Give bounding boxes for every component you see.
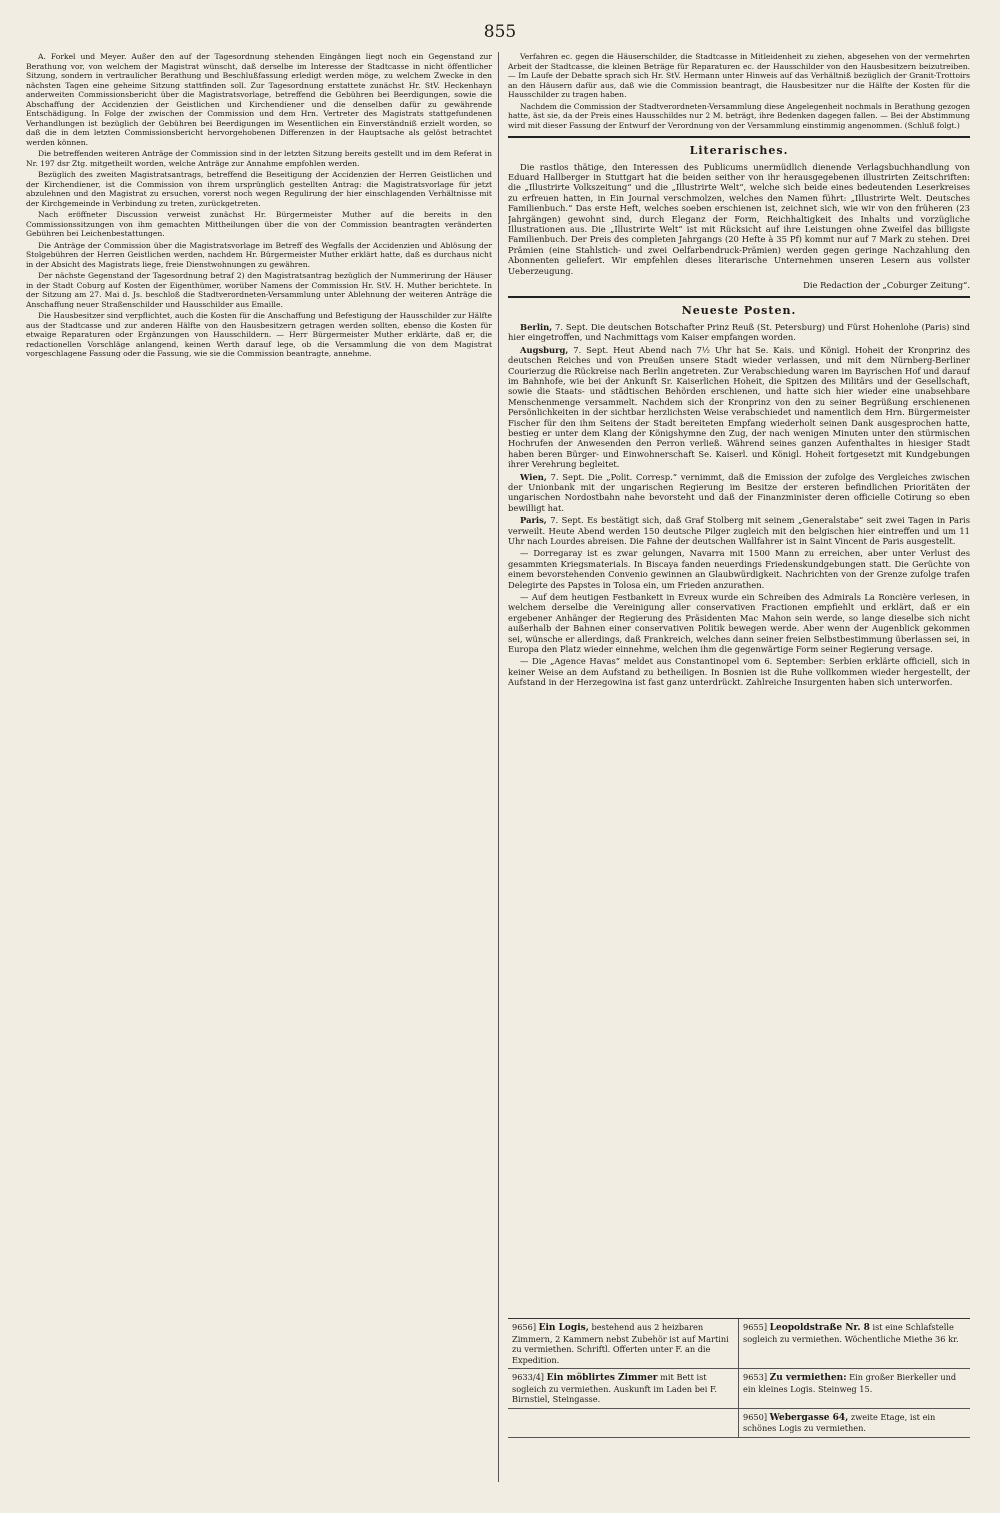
paragraph: Nach eröffneter Discussion verweist zunächst Hr. Bürgermeister Muther auf die bereits in den Commissionssitzungen von ihm gemachten Mittheilungen über die von der Commission beantragten veränderten Gebühren bei Leichenbestattungen. xyxy=(26,210,492,238)
paragraph: Die Hausbesitzer sind verpflichtet, auch die Kosten für die Anschaffung und Befestigung der Hausschilder zur Hälfte aus der Stadtcasse und zur anderen Hälfte von den Hausbesitzern getragen werden sollten, ebenso die Kosten für etwaige Reparaturen oder Ergänzungen von Hausschildern. — Herr Bürgermeister Muther erklärte, daß er, die redactionellen Vorschläge anlangend, keinen Werth darauf lege, ob die Versammlung die von dem Magistrat vorgeschlagene Fassung oder die Fassung, wie sie die Commission beantragte, annehme. xyxy=(26,311,492,358)
ad-keyword: Ein Logis, xyxy=(538,1323,589,1333)
news-item xyxy=(508,592,970,654)
news-text: — Die „Agence Havas“ meldet aus Constantinopel vom 6. September: Serbien erklärte officiell, sich in keiner Weise an dem Aufstand zu betheiligen. In Bosnien ist die Ruhe vollkommen wieder hergestellt, der Aufstand in der Herzegowina ist fast ganz unterdrückt. Zahlreiche Insurgenten haben sich unterworfen. xyxy=(508,656,970,688)
ad-text: mit Bett ist sogleich zu vermiethen. Auskunft im Laden bei F. Birnstiel, Steingasse. xyxy=(512,1372,718,1404)
right-column xyxy=(508,52,970,1478)
paragraph: Die betreffenden weiteren Anträge der Commission sind in der letzten Sitzung bereits gestellt und im dem Referat in Nr. 197 dsr Ztg. mitgetheilt worden, welche Anträge zur Annahme empfohlen werden. xyxy=(26,149,492,168)
news-place: Paris, xyxy=(520,515,547,526)
news-place: Berlin, xyxy=(520,321,553,332)
news-place: Wien, xyxy=(520,471,547,482)
ad-keyword: Zu vermiethen: xyxy=(769,1373,847,1383)
news-text: — Dorregaray ist es zwar gelungen, Navarra mit 1500 Mann zu erreichen, aber unter Verlust des gesammten Kriegsmaterials. In Biscaya fanden neuerdings Friedenskundgebungen statt. Die Gerüchte von einem bevorstehenden Convenio gewinnen an Glaubwürdigkeit. Nachrichten von der Grenze zufolge trafen Delegirte des Papstes in Tolosa ein, um Frieden anzurathen. xyxy=(508,548,970,590)
paragraph: Verfahren ec. gegen die Häuserschilder, die Stadtcasse in Mitleidenheit zu ziehen, abgesehen von der vermehrten Arbeit der Stadtcasse, die kleinen Beträge für Reparaturen ec. der Hausschilder von den Hausbesitzern beizutreiben. — Im Laufe der Debatte sprach sich Hr. StV. Hermann unter Hinweis auf das Verhältniß bezüglich der Granit-Trottoirs an den Häusern dafür aus, daß wie die Commission beantragt, die Hausbesitzer nur die Hälfte der Kosten für die Hausschilder zu tragen haben. xyxy=(508,52,970,99)
section-rule xyxy=(508,296,970,298)
classified-ads xyxy=(508,1318,970,1496)
ad-number: 9656] xyxy=(512,1322,537,1332)
news-text: 7. Sept. Die „Polit. Corresp.“ vernimmt, daß die Emission der zufolge des Vergleiches zwischen der Unionbank mit der ungarischen Regierung im Besitze der ersteren befindlichen Prioritäten der ungarischen Nordostbahn nahe bevorsteht und daß der Finanzminister deren officielle Cotirung so eben bewilligt hat. xyxy=(508,471,970,513)
ad-item xyxy=(739,1319,970,1369)
paragraph: Die Anträge der Commission über die Magistratsvorlage im Betreff des Wegfalls der Accidenzien und Ablösung der Stolgebühren der Herren Geistlichen werden, nachdem Hr. Bürgermeister Muther erklärt hatte, daß es durchaus nicht in der Absicht des Magistrats liege, freie Dienstwohnungen zu gewähren. xyxy=(26,240,492,269)
left-column xyxy=(26,52,492,1478)
news-text: 7. Sept. Die deutschen Botschafter Prinz Reuß (St. Petersburg) und Fürst Hohenlohe (Paris) sind hier eingetroffen, und Nachmittags vom Kaiser empfangen worden. xyxy=(508,321,970,343)
news-text: 7. Sept. Heut Abend nach 7½ Uhr hat Se. Kais. und Königl. Hoheit der Kronprinz des deutschen Reiches und von Preußen unsere Stadt wieder verlassen, und mit dem Nürnberg-Berliner Courierzug die Rückreise nach Berlin angetreten. Zur Verabschiedung waren im Bayrischen Hof und darauf im Bahnhofe, wie bei der Ankunft Sr. Kaiserlichen Hoheit, die Spitzen des Militärs und der Gesellschaft, sowie die Staats- und städtischen Behörden erschienen, und hatte sich hier wieder eine unabsehbare Menschenmenge versammelt. Nachdem sich der Kronprinz von den zu seiner Begrüßung erschienenen Persönlichkeiten in der sichtbar herzlichsten Weise verabschiedet und namentlich dem Hrn. Bürgermeister Fischer für den ihm Seitens der Stadt bereiteten Empfang wiederholt seinen Dank ausgesprochen hatte, bestieg er unter dem Klang der Königshymne den Zug, der nach wenigen Minuten unter den stürmischen Hochrufen der Anwesenden den Perron verließ. Während seines ganzen Aufenthaltes in hiesiger Stadt haben beren Bürger- und Einwohnerschaft Se. Kaiserl. und Königl. Hoheit fortgesetzt mit Kundgebungen ihrer Verehrung begleitet. xyxy=(508,344,970,470)
news-text: 7. Sept. Es bestätigt sich, daß Graf Stolberg mit seinem „Generalstabe“ seit zwei Tagen in Paris verweilt. Heute Abend werden 150 deutsche Pilger zugleich mit den belgischen hier eintreffen und um 11 Uhr nach Lourdes abreisen. Die Fahne der deutschen Wallfahrer ist in Saint Vincent de Paris ausgestellt. xyxy=(508,515,970,546)
ad-keyword: Ein möblirtes Zimmer xyxy=(546,1373,658,1383)
paragraph: A. Forkel und Meyer. Außer den auf der Tagesordnung stehenden Eingängen liegt noch ein Gegenstand zur Berathung vor, von welchem der Magistrat wünscht, daß derselbe im Interesse der Stadtcasse in nicht öffentlicher Sitzung, sondern in vertraulicher Berathung und Beschlußfassung erledigt werden möge, zu welchem Zwecke in den nächsten Tagen eine geheime Sitzung stattfinden soll. Zur Tagesordnung erstattete zunächst Hr. StV. Heckenhayn anderweiten Commissionsbericht über die Magistratsvorlage, betreffend die Gebühren bei Beerdigungen, sowie die Abschaffung der Accidenzien der Geistlichen und Kirchendiener und die denselben dafür zu gewährende Entschädigung. In Folge der zwischen der Commission und dem Hrn. Vertreter des Magistrats stattgefundenen Verhandlungen ist bezüglich der Gebühren bei Beerdigungen im Wesentlichen ein Einverständniß erzielt worden, so daß die in dem letzten Commissionsbericht hervorgehobenen Differenzen in der Hauptsache als gelöst betrachtet werden können. xyxy=(26,52,492,147)
ad-number: 9633/4] xyxy=(512,1372,544,1382)
literary-body: Die rastlos thätige, den Interessen des Publicums unermüdlich dienende Verlagsbuchhandlung von Eduard Hallberger in Stuttgart hat die beiden seither von ihr herausgegebenen illustrirten Zeitschriften: die „Illustrirte Volkszeitung“ und die „Illustrirte Welt“, welche sich beide eines bedeutenden Leserkreises zu erfreuen hatten, in Ein Journal verschmolzen, welches den Namen führt: „Illustrirte Welt. Deutsches Familienbuch.“ Das erste Heft, welches soeben erschienen ist, zeichnet sich, wie wir von den früheren (23 Jahrgängen) gewohnt sind, durch Eleganz der Form, Reichhaltigkeit des Inhalts und vorzügliche Illustrationen aus. Die „Illustrirte Welt“ ist mit Rücksicht auf ihre Leistungen ohne Zweifel das billigste Familienbuch. Der Preis des completen Jahrgangs (20 Hefte à 35 Pf) kommt nur auf 7 Mark zu stehen. Drei Prämien (eine Stahlstich- und zwei Oelfarbendruck-Prämien) werden gegen geringe Nachzahlung den Abonnenten geliefert. Wir empfehlen dieses literarische Unternehmen unseren Lesern aus vollster Ueberzeugung. xyxy=(508,161,970,276)
ad-number: 9655] xyxy=(743,1322,768,1332)
paragraph: Bezüglich des zweiten Magistratsantrags, betreffend die Beseitigung der Accidenzien der Herren Geistlichen und der Kirchendiener, ist die Commission von ihrem ursprünglich gestellten Antrag: die Magistratsvorlage für jetzt abzulehnen und den Magistrat zu ersuchen, vorerst noch wegen Regulirung der hier einschlagenden Verhältnisse mit der Kirchgemeinde in Verbindung zu treten, zurückgetreten. xyxy=(26,170,492,208)
news-item xyxy=(508,322,970,343)
news-item xyxy=(508,345,970,470)
ad-text: zweite Etage, ist ein schönes Logis zu vermiethen. xyxy=(743,1411,936,1433)
literary-heading: Literarisches. xyxy=(689,144,789,157)
news-heading: Neueste Posten. xyxy=(681,304,797,318)
column-divider xyxy=(498,52,499,1482)
news-item xyxy=(508,515,970,546)
news-item xyxy=(508,548,970,590)
news-item xyxy=(508,472,970,514)
ads-grid xyxy=(508,1318,970,1438)
section-rule xyxy=(508,136,970,138)
ad-keyword: Webergasse 64, xyxy=(769,1412,849,1423)
paragraph: Der nächste Gegenstand der Tagesordnung betraf 2) den Magistratsantrag bezüglich der Nummerirung der Häuser in der Stadt Coburg auf Kosten der Eigenthümer, worüber Namens der Commission Hr. StV. H. Muther berichtete. In der Sitzung am 27. Mai d. Js. beschloß die Stadtverordneten-Versammlung unter Ablehnung der weiteren Anträge die Anschaffung neuer Straßenschilder und Hausschilder aus Emaille. xyxy=(26,271,492,309)
ad-item xyxy=(508,1369,739,1409)
paragraph: Nachdem die Commission der Stadtverordneten-Versammlung diese Angelegenheit nochmals in Berathung gezogen hatte, äst sie, da der Preis eines Hausschildes nur 2 M. beträgt, ihre Bedenken dagegen fallen. — Bei der Abstimmung wird mit dieser Fassung der Entwurf der Verordnung von der Versammlung einstimmig angenommen. (Schluß folgt.) xyxy=(508,101,970,130)
literary-signoff: Die Redaction der „Coburger Zeitung“. xyxy=(803,279,970,290)
page-number: 855 xyxy=(483,22,517,42)
news-item xyxy=(508,656,970,687)
ad-text: ist eine Schlafstelle sogleich zu vermiethen. Wöchentliche Miethe 36 kr. xyxy=(743,1322,959,1344)
ad-item xyxy=(508,1319,739,1369)
ad-item xyxy=(739,1369,970,1409)
ad-item xyxy=(508,1409,739,1438)
news-place: Augsburg, xyxy=(520,344,569,355)
ad-number: 9653] xyxy=(743,1372,768,1382)
news-text: — Auf dem heutigen Festbankett in Evreux wurde ein Schreiben des Admirals La Roncière verlesen, in welchem derselbe die Vereinigung aller conservativen Fractionen empfiehlt und erklärt, daß er ein ergebener Anhänger der Regierung des Präsidenten Mac Mahon sein werde, so lange dieselbe sich nicht außerhalb der Bahnen einer conservativen Politik bewegen werde. Aber wenn der Augenblick gekommen sei, wünsche er allerdings, daß Frankreich, welches dann seiner freien Selbstbestimmung überlassen sei, in Europa den Platz wieder einnehme, welchen ihm die gegenwärtige Form seiner Regierung versage. xyxy=(508,592,970,655)
ad-text: Ein großer Bierkeller und ein kleines Logis. Steinweg 15. xyxy=(743,1372,957,1394)
ad-number: 9650] xyxy=(743,1411,768,1422)
ad-item xyxy=(739,1409,970,1438)
ad-keyword: Leopoldstraße Nr. 8 xyxy=(769,1323,870,1333)
ad-text: bestehend aus 2 heizbaren Zimmern, 2 Kammern nebst Zubehör ist auf Martini zu vermiethen. Schriftl. Offerten unter F. an die Expedition. xyxy=(512,1322,729,1365)
